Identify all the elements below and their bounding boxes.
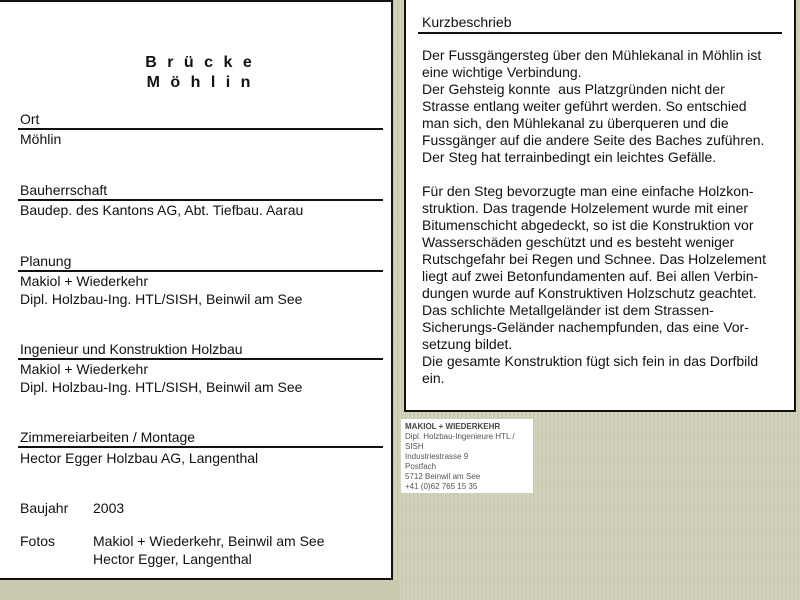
kurzbeschrieb-title: Kurzbeschrieb: [422, 14, 512, 30]
business-card: [401, 419, 533, 493]
text-line: ein.: [422, 370, 445, 386]
section-value-ort: Möhlin: [20, 131, 62, 147]
title-line-1: B r ü c k e: [145, 54, 255, 71]
text-line: Bitumenschicht abgedeckt, so ist die Konstruktion vor: [422, 217, 754, 233]
section-value-bauherrschaft: Baudep. des Kantons AG, Abt. Tiefbau. Aarau: [20, 202, 304, 218]
section-value-planung-1: Makiol + Wiederkehr: [20, 273, 148, 289]
text-line: Der Fussgängersteg über den Mühlekanal in Möhlin ist: [422, 47, 762, 63]
section-value-planung-2: Dipl. Holzbau-Ing. HTL/SISH, Beinwil am See: [20, 291, 303, 307]
divider-ort: [18, 128, 383, 130]
text-line: liegt auf zwei Betonfundamenten auf. Bei allen Verbin-: [422, 268, 759, 284]
title-line-2: M ö h l i n: [146, 74, 254, 91]
kurzbeschrieb-divider: [418, 32, 782, 34]
text-line: setzung bildet.: [422, 336, 513, 352]
card-line: Dipl. Holzbau-Ingenieure HTL /: [405, 432, 515, 441]
text-line: Der Gehsteig konnte aus Platzgründen nicht der: [422, 81, 725, 97]
text-line: Fussgänger auf die andere Seite des Baches zuführen.: [422, 132, 765, 148]
text-line: Wasserschäden geschützt und es besteht weniger: [422, 234, 735, 250]
fotos-value-1: Makiol + Wiederkehr, Beinwil am See: [93, 533, 325, 549]
text-line: man sich, den Mühlekanal zu überqueren und die: [422, 115, 729, 131]
baujahr-value: 2003: [93, 500, 125, 516]
text-line: Die gesamte Konstruktion fügt sich fein in das Dorfbild: [422, 353, 759, 369]
divider-zimmerei: [18, 446, 383, 448]
text-line: Rutschgefahr bei Regen und Schnee. Das Holzelement: [422, 251, 766, 267]
section-label-ingenieur: Ingenieur und Konstruktion Holzbau: [20, 341, 243, 357]
card-line: Postfach: [405, 462, 437, 471]
text-line: struktion. Das tragende Holzelement wurde mit einer: [422, 200, 749, 216]
section-label-ort: Ort: [20, 111, 40, 127]
kurzbeschrieb-body: [422, 47, 782, 387]
card-line: SISH: [405, 442, 424, 451]
text-line: Das schlichte Metallgeländer ist dem Strassen-: [422, 302, 714, 318]
text-line: Sicherungs-Geländer nachempfunden, das eine Vor-: [422, 319, 749, 335]
fotos-value-2: Hector Egger, Langenthal: [93, 551, 252, 567]
bottom-strip: [0, 580, 400, 600]
text-line: Strasse entlang weiter geführt werden. So entschied: [422, 98, 747, 114]
section-label-bauherrschaft: Bauherrschaft: [20, 182, 108, 198]
text-line: Der Steg hat terrainbedingt ein leichtes Gefälle.: [422, 149, 717, 165]
kurzbeschrieb-paragraph-1: [422, 47, 782, 166]
section-value-ingenieur-1: Makiol + Wiederkehr: [20, 361, 148, 377]
section-label-zimmerei: Zimmereiarbeiten / Montage: [20, 429, 196, 445]
text-line: Für den Steg bevorzugte man eine einfache Holzkon-: [422, 183, 754, 199]
card-line: Industriestrasse 9: [405, 452, 469, 461]
section-label-planung: Planung: [20, 253, 72, 269]
section-value-zimmerei: Hector Egger Holzbau AG, Langenthal: [20, 450, 259, 466]
card-line: 5712 Beinwil am See: [405, 472, 481, 481]
section-value-ingenieur-2: Dipl. Holzbau-Ing. HTL/SISH, Beinwil am See: [20, 379, 303, 395]
kurzbeschrieb-paragraph-2: [422, 183, 782, 387]
card-company-name: MAKIOL + WIEDERKEHR: [405, 422, 501, 431]
text-line: eine wichtige Verbindung.: [422, 64, 582, 80]
card-line: +41 (0)62 765 15 35: [405, 482, 478, 491]
baujahr-label: Baujahr: [20, 500, 69, 516]
text-line: dungen wurde auf Konstruktiven Holzschutz geachtet.: [422, 285, 757, 301]
fotos-label: Fotos: [20, 533, 56, 549]
